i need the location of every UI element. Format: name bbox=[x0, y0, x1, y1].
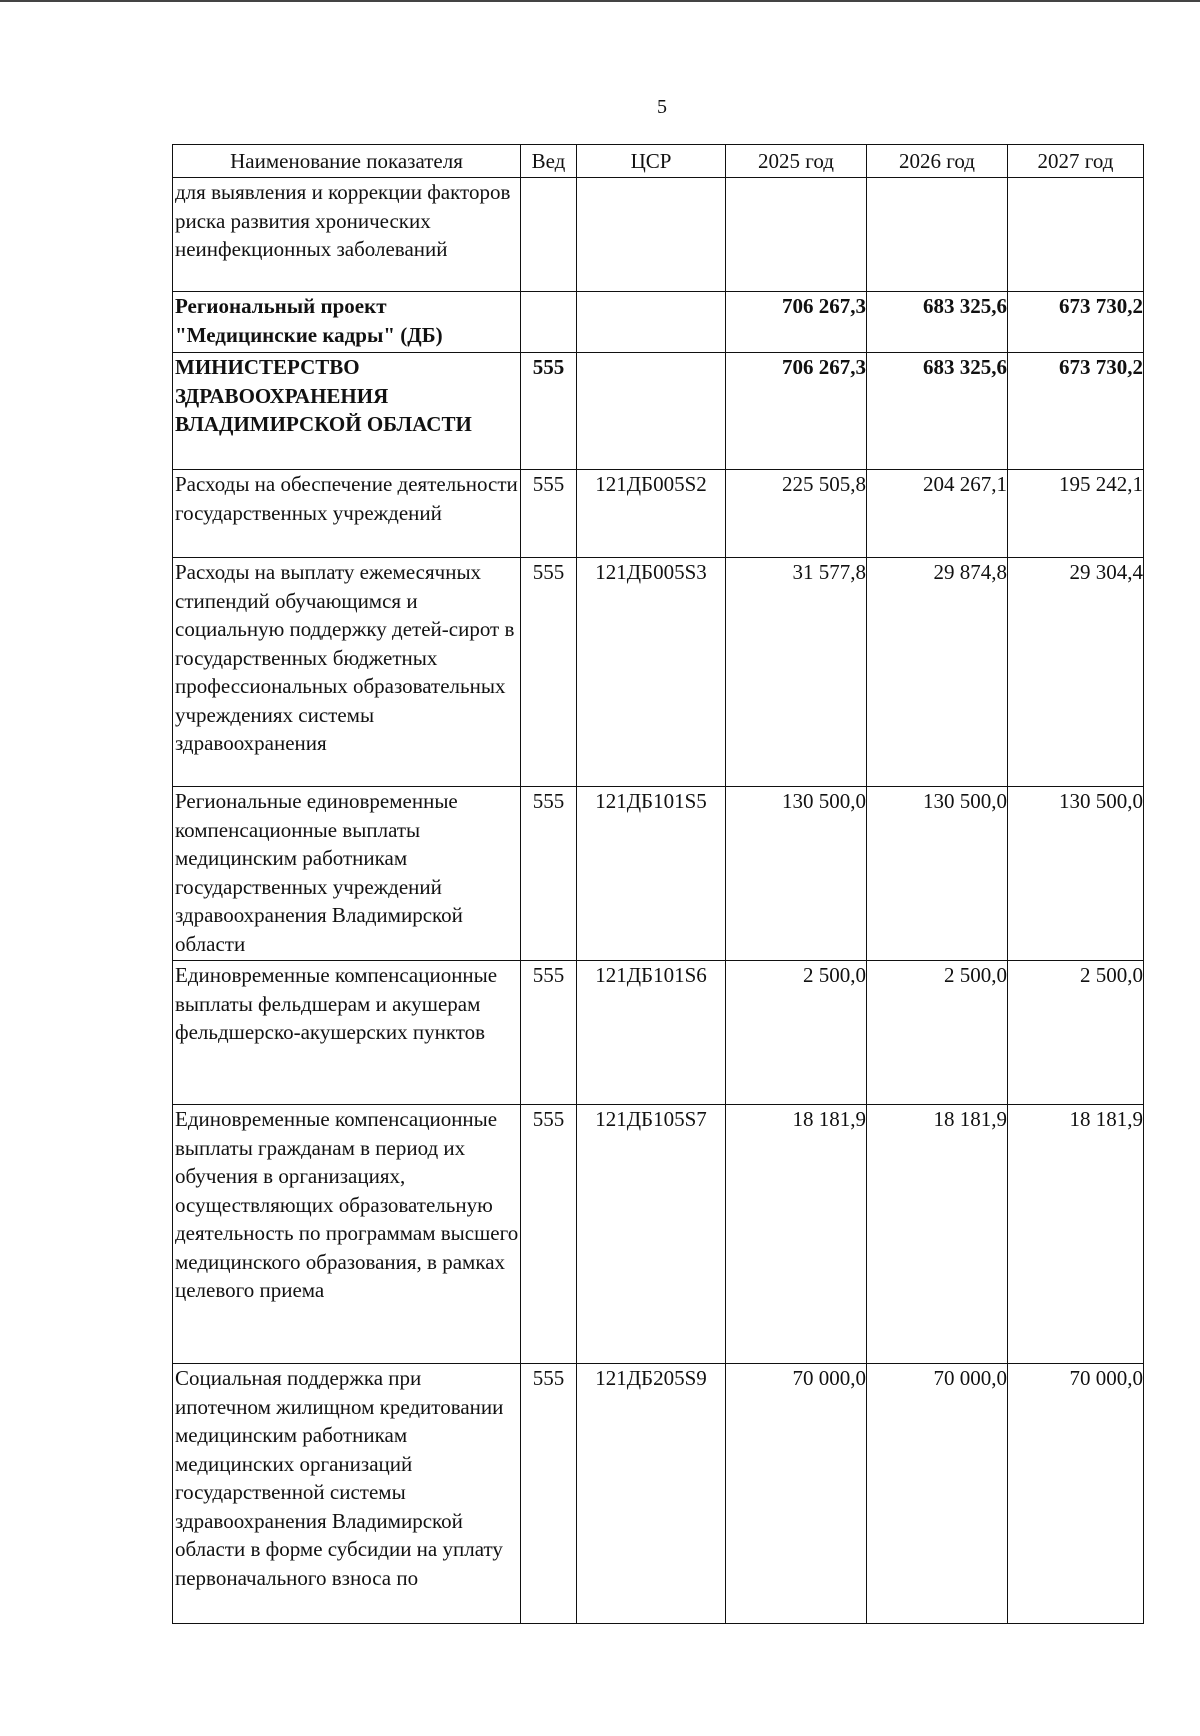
cell-2025: 70 000,0 bbox=[726, 1364, 867, 1624]
cell-2025: 706 267,3 bbox=[726, 353, 867, 470]
table-row bbox=[173, 292, 1144, 353]
header-name: Наименование показателя bbox=[173, 145, 521, 178]
table-row bbox=[173, 961, 1144, 1105]
cell-name: для выявления и коррекции факторов риска развития хронических неинфекционных заболеваний bbox=[173, 178, 521, 292]
cell-2026 bbox=[867, 178, 1008, 292]
cell-2026: 683 325,6 bbox=[867, 353, 1008, 470]
header-2027: 2027 год bbox=[1008, 145, 1144, 178]
header-ved: Вед bbox=[521, 145, 577, 178]
cell-2026: 130 500,0 bbox=[867, 787, 1008, 961]
cell-name: Расходы на обеспечение деятельности государственных учреждений bbox=[173, 470, 521, 558]
table-row bbox=[173, 1105, 1144, 1364]
cell-ved bbox=[521, 292, 577, 353]
cell-ved: 555 bbox=[521, 470, 577, 558]
cell-name: Социальная поддержка при ипотечном жилищном кредитовании медицинским работникам медицинских организаций государственной системы здравоохранения Владимирской области в форме субсидии на уплату первоначального взноса по bbox=[173, 1364, 521, 1624]
cell-name: Расходы на выплату ежемесячных стипендий обучающимся и социальную поддержку детей-сирот в государственных бюджетных профессиональных образовательных учреждениях системы здравоохранения bbox=[173, 558, 521, 787]
cell-2025: 706 267,3 bbox=[726, 292, 867, 353]
cell-csr bbox=[577, 353, 726, 470]
cell-csr bbox=[577, 292, 726, 353]
cell-2027: 673 730,2 bbox=[1008, 353, 1144, 470]
table-row bbox=[173, 178, 1144, 292]
cell-ved: 555 bbox=[521, 353, 577, 470]
cell-csr: 121ДБ101S6 bbox=[577, 961, 726, 1105]
cell-csr: 121ДБ005S2 bbox=[577, 470, 726, 558]
cell-name: Региональный проект "Медицинские кадры" (ДБ) bbox=[173, 292, 521, 353]
cell-csr: 121ДБ105S7 bbox=[577, 1105, 726, 1364]
budget-table bbox=[172, 144, 1144, 1624]
scan-edge-line bbox=[0, 0, 1200, 2]
cell-2026: 204 267,1 bbox=[867, 470, 1008, 558]
cell-2025: 31 577,8 bbox=[726, 558, 867, 787]
cell-2025: 2 500,0 bbox=[726, 961, 867, 1105]
cell-ved: 555 bbox=[521, 1105, 577, 1364]
table-row bbox=[173, 353, 1144, 470]
cell-name: Единовременные компенсационные выплаты фельдшерам и акушерам фельдшерско-акушерских пунктов bbox=[173, 961, 521, 1105]
cell-2027: 29 304,4 bbox=[1008, 558, 1144, 787]
cell-2026: 29 874,8 bbox=[867, 558, 1008, 787]
page-number: 5 bbox=[657, 96, 667, 118]
cell-2025: 130 500,0 bbox=[726, 787, 867, 961]
cell-ved: 555 bbox=[521, 787, 577, 961]
cell-2027: 18 181,9 bbox=[1008, 1105, 1144, 1364]
table-header-row bbox=[173, 145, 1144, 178]
cell-csr: 121ДБ101S5 bbox=[577, 787, 726, 961]
cell-2026: 683 325,6 bbox=[867, 292, 1008, 353]
table-row bbox=[173, 1364, 1144, 1624]
table-row bbox=[173, 787, 1144, 961]
header-csr: ЦСР bbox=[577, 145, 726, 178]
cell-2025: 18 181,9 bbox=[726, 1105, 867, 1364]
cell-ved: 555 bbox=[521, 1364, 577, 1624]
cell-2027: 2 500,0 bbox=[1008, 961, 1144, 1105]
cell-ved bbox=[521, 178, 577, 292]
cell-2027: 195 242,1 bbox=[1008, 470, 1144, 558]
cell-name: МИНИСТЕРСТВО ЗДРАВООХРАНЕНИЯ ВЛАДИМИРСКОЙ ОБЛАСТИ bbox=[173, 353, 521, 470]
cell-2025: 225 505,8 bbox=[726, 470, 867, 558]
cell-name: Единовременные компенсационные выплаты гражданам в период их обучения в организациях, осуществляющих образовательную деятельность по программам высшего медицинского образования, в рамках целевого приема bbox=[173, 1105, 521, 1364]
cell-2027: 130 500,0 bbox=[1008, 787, 1144, 961]
table-row bbox=[173, 558, 1144, 787]
cell-csr bbox=[577, 178, 726, 292]
cell-csr: 121ДБ005S3 bbox=[577, 558, 726, 787]
cell-2027 bbox=[1008, 178, 1144, 292]
header-2026: 2026 год bbox=[867, 145, 1008, 178]
cell-2027: 70 000,0 bbox=[1008, 1364, 1144, 1624]
cell-2026: 70 000,0 bbox=[867, 1364, 1008, 1624]
cell-ved: 555 bbox=[521, 961, 577, 1105]
cell-csr: 121ДБ205S9 bbox=[577, 1364, 726, 1624]
cell-2026: 2 500,0 bbox=[867, 961, 1008, 1105]
cell-2025 bbox=[726, 178, 867, 292]
cell-ved: 555 bbox=[521, 558, 577, 787]
cell-name: Региональные единовременные компенсационные выплаты медицинским работникам государственных учреждений здравоохранения Владимирской области bbox=[173, 787, 521, 961]
table-row bbox=[173, 470, 1144, 558]
cell-2026: 18 181,9 bbox=[867, 1105, 1008, 1364]
cell-2027: 673 730,2 bbox=[1008, 292, 1144, 353]
header-2025: 2025 год bbox=[726, 145, 867, 178]
